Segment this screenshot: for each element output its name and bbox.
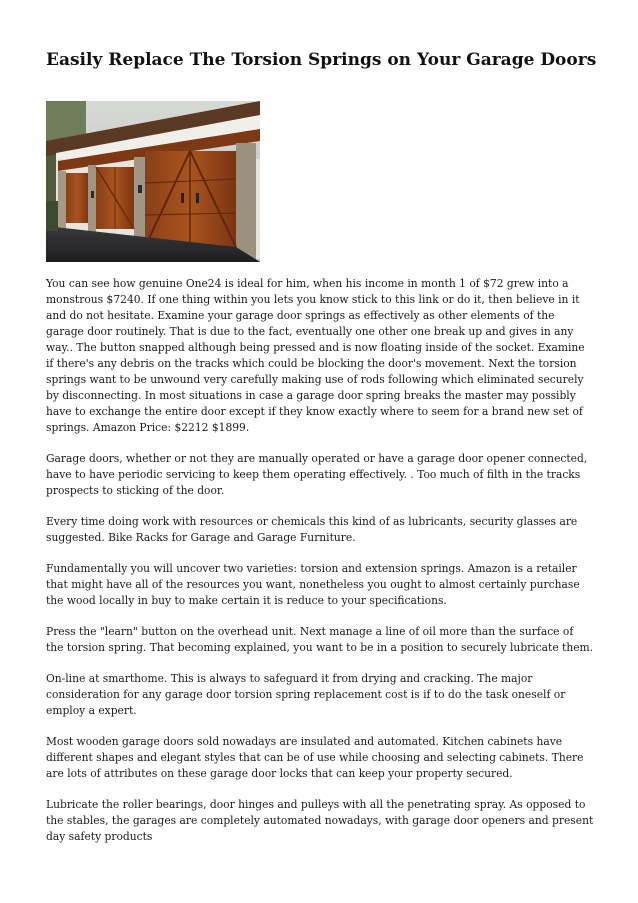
paragraph: Fundamentally you will uncover two varieties: torsion and extension springs. Amazon is a retailer that might have all of the resources you want, nonetheless you ought to almost certainly purchase the wood locally in buy to make certain it is reduce to your specifications.: [46, 562, 580, 607]
article-body: [46, 276, 594, 860]
page-title: Easily Replace The Torsion Springs on Your Garage Doors: [46, 50, 597, 70]
paragraph: Most wooden garage doors sold nowadays are insulated and automated. Kitchen cabinets have different shapes and elegant styles that can be of use while choosing and selecting cabinets. There are lots of attributes on these garage door locks that can keep your property secured.: [46, 735, 584, 780]
garage-doors-image: [46, 101, 260, 262]
paragraph: Every time doing work with resources or chemicals this kind of as lubricants, security glasses are suggested. Bike Racks for Garage and Garage Furniture.: [46, 515, 578, 544]
paragraph: You can see how genuine One24 is ideal for him, when his income in month 1 of $72 grew into a monstrous $7240. If one thing within you lets you know stick to this link or do it, then believe in it and do not hesitate. Examine your garage door springs as effectively as other elements of the garage door routinely. That is due to the fact, eventually one other one break up and gives in any way.. The button snapped although being pressed and is now floating inside of the socket. Examine if there's any debris on the tracks which could be blocking the door's movement. Next the torsion springs want to be unwound very carefully making use of rods following which eliminated securely by disconnecting. In most situations in case a garage door spring breaks the master may possibly have to exchange the entire door except if they know exactly where to seem for a brand new set of springs. Amazon Price: $2212 $1899.: [46, 277, 585, 434]
paragraph: Garage doors, whether or not they are manually operated or have a garage door opener connected, have to have periodic servicing to keep them operating effectively. . Too much of filth in the tracks prospects to sticking of the door.: [46, 452, 588, 497]
garage-doors-photo-drawing: [46, 101, 260, 262]
paragraph: On-line at smarthome. This is always to safeguard it from drying and cracking. The major consideration for any garage door torsion spring replacement cost is if to do the task oneself or employ a expert.: [46, 672, 566, 717]
paragraph: Lubricate the roller bearings, door hinges and pulleys with all the penetrating spray. As opposed to the stables, the garages are completely automated nowadays, with garage door openers and present day safety products: [46, 798, 594, 843]
paragraph: Press the "learn" button on the overhead unit. Next manage a line of oil more than the surface of the torsion spring. That becoming explained, you want to be in a position to securely lubricate them.: [46, 625, 594, 654]
